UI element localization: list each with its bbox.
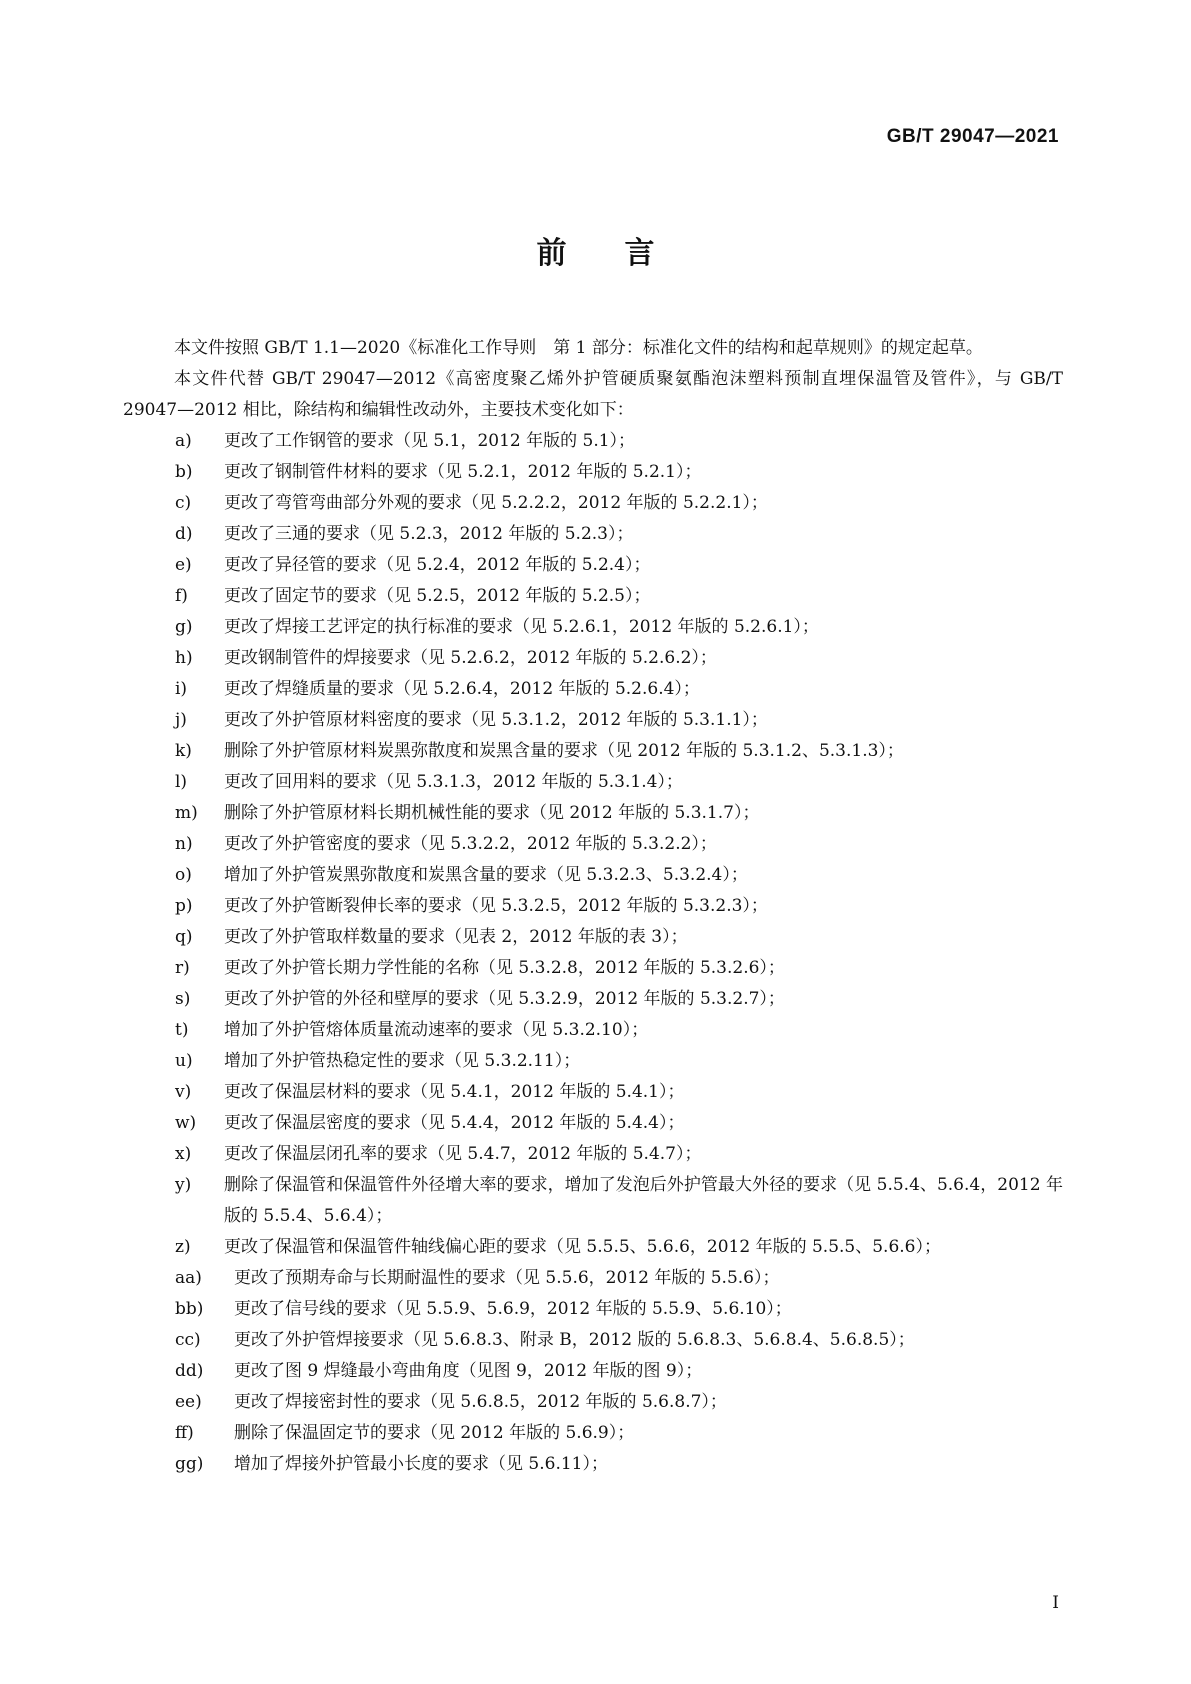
list-item [123, 581, 1063, 612]
list-item [123, 736, 1063, 767]
list-item [123, 767, 1063, 798]
list-item-label: gg) [175, 1454, 204, 1474]
list-item [123, 1294, 1063, 1325]
list-item-text: 更改了保温管和保温管件轴线偏心距的要求（见 5.5.5、5.6.6，2012 年版的 5.5.5、5.6.6）； [224, 1237, 941, 1257]
page-title [0, 228, 1191, 272]
list-item-label: k) [175, 741, 192, 761]
list-item [123, 1325, 1063, 1356]
standard-number-header: GB/T 29047—2021 [886, 126, 1059, 147]
list-item-text: 删除了保温固定节的要求（见 2012 年版的 5.6.9）； [234, 1423, 635, 1443]
list-item [123, 457, 1063, 488]
list-item [123, 1015, 1063, 1046]
list-item-text: 更改钢制管件的焊接要求（见 5.2.6.2，2012 年版的 5.2.6.2）； [224, 648, 717, 668]
list-item-text: 更改了焊缝质量的要求（见 5.2.6.4，2012 年版的 5.2.6.4）； [224, 679, 700, 699]
list-item-text: 更改了外护管断裂伸长率的要求（见 5.3.2.5，2012 年版的 5.3.2.3）； [224, 896, 768, 916]
list-item-label: ee) [175, 1392, 202, 1412]
document-body [123, 333, 1063, 1480]
list-item-label: bb) [175, 1299, 204, 1319]
list-item-text: 增加了焊接外护管最小长度的要求（见 5.6.11）； [234, 1454, 608, 1474]
list-item-text: 删除了外护管原材料炭黑弥散度和炭黑含量的要求（见 2012 年版的 5.3.1.2、5.3.1.3）； [224, 741, 904, 761]
list-item-text: 更改了外护管长期力学性能的名称（见 5.3.2.8，2012 年版的 5.3.2.6）； [224, 958, 785, 978]
list-item-text: 更改了弯管弯曲部分外观的要求（见 5.2.2.2，2012 年版的 5.2.2.1）； [224, 493, 768, 513]
list-item-text: 更改了外护管取样数量的要求（见表 2，2012 年版的表 3）； [224, 927, 688, 947]
list-item [123, 1263, 1063, 1294]
list-item-label: ff) [175, 1423, 194, 1443]
change-list [123, 426, 1063, 1480]
list-item-label: e) [175, 555, 192, 575]
list-item-text: 更改了图 9 焊缝最小弯曲角度（见图 9，2012 年版的图 9）； [234, 1361, 703, 1381]
list-item-label: g) [175, 617, 193, 637]
list-item [123, 550, 1063, 581]
list-item-text: 更改了回用料的要求（见 5.3.1.3，2012 年版的 5.3.1.4）； [224, 772, 683, 792]
list-item-text: 更改了信号线的要求（见 5.5.9、5.6.9，2012 年版的 5.5.9、5.6.10）； [234, 1299, 792, 1319]
list-item-label: d) [175, 524, 193, 544]
list-item [123, 1077, 1063, 1108]
list-item [123, 953, 1063, 984]
list-item [123, 1139, 1063, 1170]
list-item [123, 798, 1063, 829]
list-item [123, 705, 1063, 736]
list-item [123, 426, 1063, 457]
list-item [123, 643, 1063, 674]
list-item-label: dd) [175, 1361, 204, 1381]
list-item [123, 519, 1063, 550]
list-item-text: 更改了保温层闭孔率的要求（见 5.4.7，2012 年版的 5.4.7）； [224, 1144, 702, 1164]
list-item-label: f) [175, 586, 188, 606]
list-item [123, 612, 1063, 643]
list-item [123, 674, 1063, 705]
list-item [123, 1046, 1063, 1077]
list-item-text: 更改了外护管的外径和壁厚的要求（见 5.3.2.9，2012 年版的 5.3.2.7）； [224, 989, 785, 1009]
list-item-label: a) [175, 431, 192, 451]
list-item-label: l) [175, 772, 188, 792]
list-item [123, 860, 1063, 891]
list-item-label: z) [175, 1237, 191, 1257]
list-item-label: aa) [175, 1268, 202, 1288]
list-item-text: 增加了外护管熔体质量流动速率的要求（见 5.3.2.10）； [224, 1020, 649, 1040]
list-item-label: u) [175, 1051, 193, 1071]
list-item [123, 1232, 1063, 1263]
list-item [123, 829, 1063, 860]
list-item-text: 删除了保温管和保温管件外径增大率的要求，增加了发泡后外护管最大外径的要求（见 5.5.4、5.6.4，2012 年版的 5.5.4、5.6.4）； [224, 1175, 1063, 1226]
list-item-label: b) [175, 462, 193, 482]
list-item [123, 922, 1063, 953]
list-item-text: 更改了异径管的要求（见 5.2.4，2012 年版的 5.2.4）； [224, 555, 651, 575]
list-item-label: v) [175, 1082, 192, 1102]
list-item-label: o) [175, 865, 192, 885]
list-item-text: 更改了焊接工艺评定的执行标准的要求（见 5.2.6.1，2012 年版的 5.2.6.1）； [224, 617, 819, 637]
list-item-text: 更改了固定节的要求（见 5.2.5，2012 年版的 5.2.5）； [224, 586, 651, 606]
list-item [123, 984, 1063, 1015]
list-item-text: 更改了外护管密度的要求（见 5.3.2.2，2012 年版的 5.3.2.2）； [224, 834, 717, 854]
list-item-text: 更改了钢制管件材料的要求（见 5.2.1，2012 年版的 5.2.1）； [224, 462, 702, 482]
list-item-label: j) [175, 710, 187, 730]
title-char-2: 言 [624, 236, 655, 271]
paragraph: 本文件按照 GB/T 1.1—2020《标准化工作导则 第 1 部分：标准化文件的结构和起草规则》的规定起草。 [174, 338, 983, 358]
list-item-text: 更改了焊接密封性的要求（见 5.6.8.5，2012 年版的 5.6.8.7）； [234, 1392, 727, 1412]
list-item-label: x) [175, 1144, 192, 1164]
list-item-text: 增加了外护管热稳定性的要求（见 5.3.2.11）； [224, 1051, 581, 1071]
list-item-label: t) [175, 1020, 189, 1040]
list-item-text: 增加了外护管炭黑弥散度和炭黑含量的要求（见 5.3.2.3、5.3.2.4）； [224, 865, 748, 885]
list-item-label: s) [175, 989, 191, 1009]
title-char-1: 前 [536, 236, 567, 271]
list-item-text: 更改了保温层材料的要求（见 5.4.1，2012 年版的 5.4.1）； [224, 1082, 685, 1102]
list-item [123, 1387, 1063, 1418]
list-item-label: cc) [175, 1330, 201, 1350]
list-item [123, 1418, 1063, 1449]
list-item-label: p) [175, 896, 193, 916]
list-item-text: 更改了外护管焊接要求（见 5.6.8.3、附录 B，2012 版的 5.6.8.3、5.6.8.4、5.6.8.5）； [234, 1330, 915, 1350]
list-item [123, 1108, 1063, 1139]
list-item [123, 891, 1063, 922]
list-item-text: 更改了三通的要求（见 5.2.3，2012 年版的 5.2.3）； [224, 524, 634, 544]
list-item [123, 488, 1063, 519]
list-item [123, 1449, 1063, 1480]
list-item-text: 更改了保温层密度的要求（见 5.4.4，2012 年版的 5.4.4）； [224, 1113, 685, 1133]
page-number: I [1052, 1593, 1059, 1613]
list-item-label: w) [175, 1113, 197, 1133]
list-item-label: m) [175, 803, 198, 823]
list-item [123, 1356, 1063, 1387]
list-item-text: 更改了预期寿命与长期耐温性的要求（见 5.5.6，2012 年版的 5.5.6）； [234, 1268, 780, 1288]
list-item-text: 更改了工作钢管的要求（见 5.1，2012 年版的 5.1）； [224, 431, 636, 451]
list-item-label: y) [175, 1175, 192, 1195]
list-item-label: i) [175, 679, 188, 699]
list-item-label: q) [175, 927, 193, 947]
list-item [123, 1170, 1063, 1232]
list-item-label: n) [175, 834, 193, 854]
list-item-label: c) [175, 493, 192, 513]
paragraph: 本文件代替 GB/T 29047—2012《高密度聚乙烯外护管硬质聚氨酯泡沫塑料预制直埋保温管及管件》，与 GB/T 29047—2012 相比，除结构和编辑性改动外，主要技术变化如下： [123, 369, 1063, 420]
list-item-text: 更改了外护管原材料密度的要求（见 5.3.1.2，2012 年版的 5.3.1.1）； [224, 710, 768, 730]
list-item-label: r) [175, 958, 190, 978]
list-item-label: h) [175, 648, 193, 668]
list-item-text: 删除了外护管原材料长期机械性能的要求（见 2012 年版的 5.3.1.7）； [224, 803, 760, 823]
